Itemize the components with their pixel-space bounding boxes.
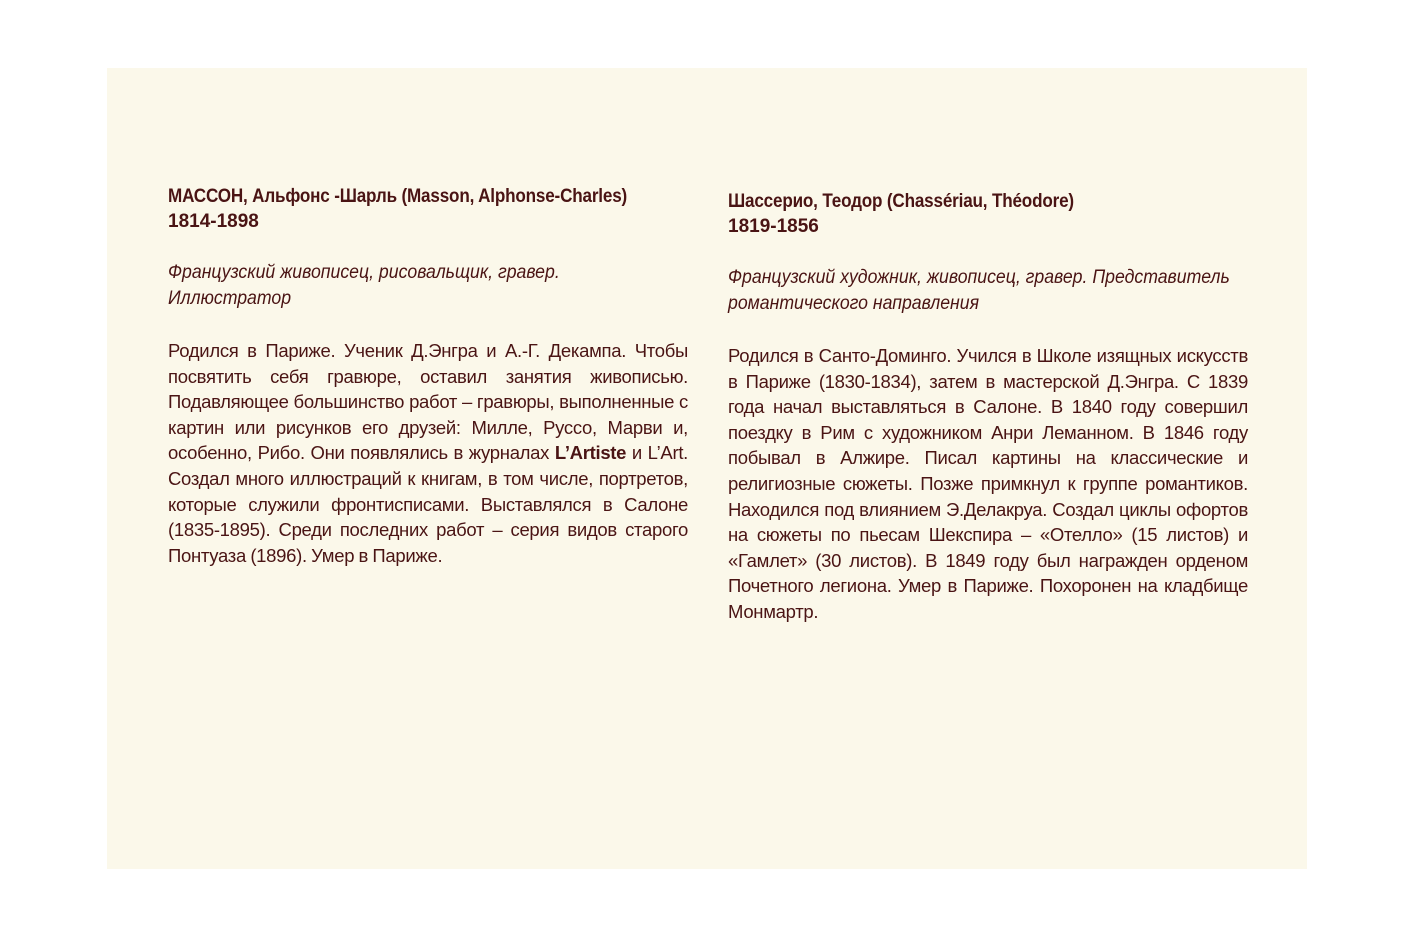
artist-biography: Родился в Санто-Доминго. Учился в Школе изящных искусств в Париже (1830-1834), затем в мастерской Д.Энгра. С 1839 года начал выставляться в Салоне. В 1840 году совершил поездку в Рим с художником Анри Леманном. В 1846 году побывал в Алжире. Писал картины на классические и религиозные сюжеты. Позже примкнул к группе романтиков. Находился под влиянием Э.Делакруа. Создал циклы офортов на сюжеты по пьесам Шекспира – «Отелло» (15 листов) и «Гамлет» (30 листов). В 1849 году был награжден орденом Почетного легиона. Умер в Париже. Похоронен на кладбище Монмартр. (728, 345, 1248, 622)
artist-role (168, 260, 689, 312)
artist-role (728, 265, 1249, 317)
biography-text: Родился в Париже. Ученик Д.Энгра и А.-Г. Декампа. Чтобы посвятить себя гравюре, оставил занятия живописью. Подавляющее большинство работ – гравюры, выполненные с картин или рисунков его друзей: Милле, Руссо, Марви и, особенно, Рибо. Они появлялись в журналах (168, 340, 688, 464)
journal-name: L’Artiste (554, 442, 627, 464)
artist-name: МАССОН, Альфонс -Шарль (Masson, Alphonse-Charles) (168, 186, 628, 207)
artist-name: Шассерио, Теодор (Chassériau, Théodore) (728, 191, 1074, 212)
artist-role-line: романтического направления (728, 293, 980, 314)
artist-role-line: Французский живописец, рисовальщик, гравер. (168, 262, 560, 283)
artist-role-line: Французский художник, живописец, гравер. Представитель (728, 267, 1230, 288)
artist-entry-chasseriau (728, 189, 1248, 625)
artist-dates: 1814-1898 (168, 211, 259, 232)
artist-dates: 1819-1856 (728, 216, 819, 237)
biography-text: и L’Art. Создал много иллюстраций к книгам, в том числе, портретов, которые служили фронтисписами. Выставлялся в Салоне (1835-1895). Среди последних работ – серия видов старого Понтуаза (1896). Умер в Париже. (168, 442, 688, 566)
artist-role-line: Иллюстратор (168, 288, 292, 309)
artist-biography (168, 338, 688, 568)
artist-entry-masson (168, 184, 688, 568)
